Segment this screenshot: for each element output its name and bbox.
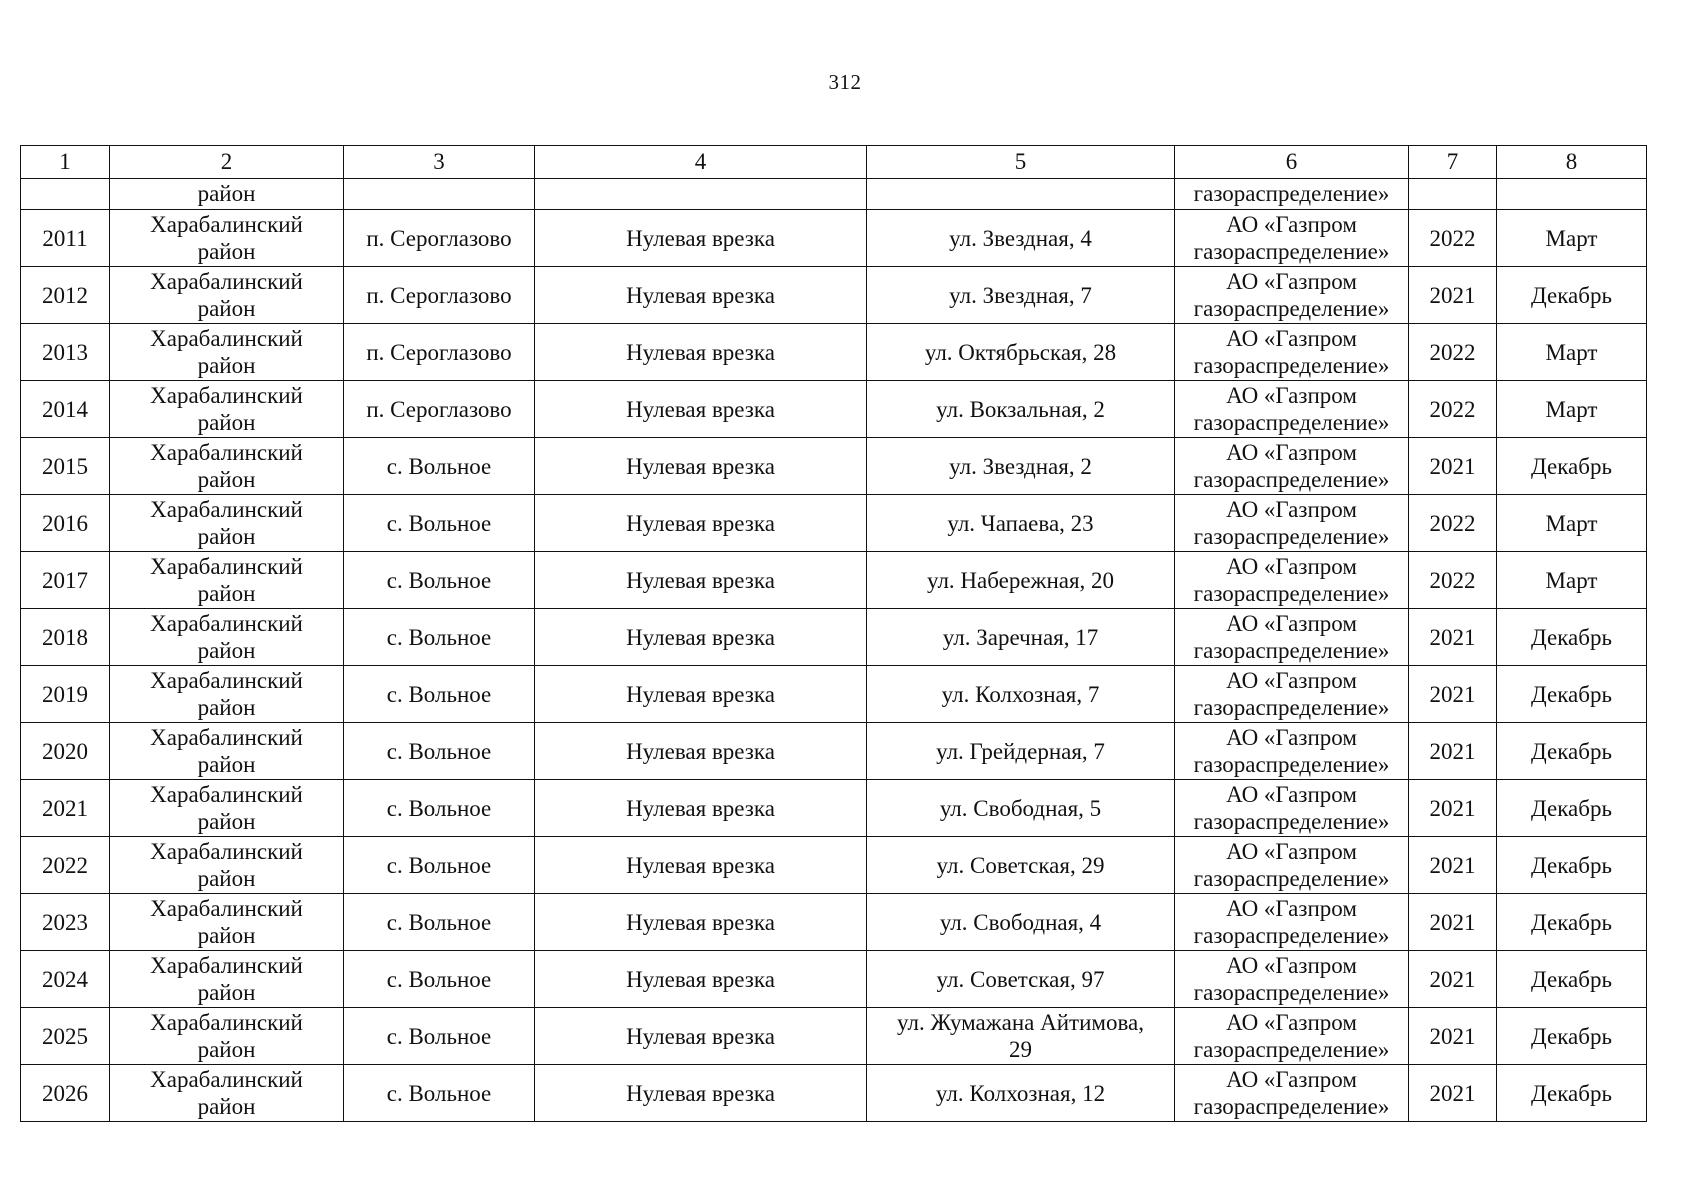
table-row [21,837,1647,894]
address-line: ул. Звездная, 2 [949,453,1092,479]
address-line: ул. Заречная, 17 [942,624,1099,650]
cell-num [21,179,110,210]
operator-line: газораспределение» [1193,353,1390,378]
operator-line: газораспределение» [1193,239,1390,264]
cell-address [867,438,1175,495]
cell-num: 2026 [21,1065,110,1122]
cell-year: 2021 [1409,666,1497,723]
district-line: район [197,1037,256,1062]
district-line: район [197,239,256,264]
cell-settlement: с. Вольное [344,723,535,780]
operator-line: АО «Газпром [1226,554,1357,579]
page-number: 312 [828,70,862,94]
cell-address [867,723,1175,780]
cell-operator [1175,1008,1409,1065]
cell-year: 2022 [1409,324,1497,381]
operator-line: АО «Газпром [1226,269,1357,294]
operator-line: газораспределение» [1193,410,1390,435]
district-line: район [197,695,256,720]
operator-line: АО «Газпром [1226,668,1357,693]
cell-work: Нулевая врезка [535,666,867,723]
cell-district [110,780,344,837]
cell-operator [1175,666,1409,723]
cell-settlement [344,179,535,210]
cell-month: Декабрь [1497,1065,1647,1122]
cell-work: Нулевая врезка [535,267,867,324]
district-line: Харабалинский [150,1067,303,1092]
column-header: 8 [1497,146,1647,179]
column-header: 5 [867,146,1175,179]
cell-settlement: п. Сероглазово [344,267,535,324]
cell-work: Нулевая врезка [535,495,867,552]
cell-work: Нулевая врезка [535,210,867,267]
cell-operator [1175,495,1409,552]
cell-work [535,179,867,210]
address-line: ул. Советская, 97 [936,966,1105,992]
cell-operator [1175,381,1409,438]
table-row [21,552,1647,609]
cell-address [867,210,1175,267]
address-line: ул. Звездная, 4 [949,225,1092,251]
column-header: 6 [1175,146,1409,179]
cell-num: 2016 [21,495,110,552]
district-line: район [197,410,256,435]
table-row [21,438,1647,495]
district-line: Харабалинский [150,212,303,237]
cell-work: Нулевая врезка [535,381,867,438]
address-line: ул. Грейдерная, 7 [936,738,1105,764]
cell-work: Нулевая врезка [535,780,867,837]
district-line: Харабалинский [150,1010,303,1035]
cell-settlement: с. Вольное [344,1008,535,1065]
cell-month: Декабрь [1497,609,1647,666]
operator-line: газораспределение» [1193,1037,1390,1062]
cell-num: 2025 [21,1008,110,1065]
cell-settlement: с. Вольное [344,438,535,495]
cell-settlement: с. Вольное [344,666,535,723]
cell-num: 2015 [21,438,110,495]
cell-work: Нулевая врезка [535,438,867,495]
cell-district [110,381,344,438]
cell-address [867,324,1175,381]
address-line: ул. Свободная, 5 [939,795,1102,821]
column-header: 4 [535,146,867,179]
column-number-row [21,146,1647,179]
table-row [21,381,1647,438]
table-row [21,495,1647,552]
cell-month: Декабрь [1497,951,1647,1008]
district-line: район [197,581,256,606]
cell-operator [1175,837,1409,894]
cell-district: район [110,179,344,210]
district-line: район [197,638,256,663]
column-header: 3 [344,146,535,179]
cell-num: 2017 [21,552,110,609]
cell-district [110,324,344,381]
operator-line: газораспределение» [1193,752,1390,777]
cell-operator [1175,723,1409,780]
district-line: Харабалинский [150,839,303,864]
operator-line: АО «Газпром [1226,1010,1357,1035]
cell-operator [1175,267,1409,324]
cell-operator [1175,780,1409,837]
table-row [21,894,1647,951]
cell-address [867,179,1175,210]
district-line: район [197,923,256,948]
continued-row [21,179,1647,210]
cell-settlement: п. Сероглазово [344,381,535,438]
district-line: район [197,980,256,1005]
district-line: район [197,752,256,777]
table-row [21,1065,1647,1122]
cell-work: Нулевая врезка [535,609,867,666]
gasification-table [20,145,1647,1122]
cell-month: Декабрь [1497,894,1647,951]
cell-address [867,609,1175,666]
operator-line: газораспределение» [1193,1094,1390,1119]
cell-num: 2023 [21,894,110,951]
cell-address [867,894,1175,951]
cell-year: 2021 [1409,438,1497,495]
cell-operator [1175,951,1409,1008]
cell-year: 2021 [1409,723,1497,780]
cell-year: 2021 [1409,837,1497,894]
district-line: Харабалинский [150,668,303,693]
cell-operator [1175,1065,1409,1122]
operator-line: АО «Газпром [1226,497,1357,522]
table-row [21,609,1647,666]
cell-district [110,894,344,951]
cell-operator [1175,609,1409,666]
cell-work: Нулевая врезка [535,723,867,780]
operator-line: АО «Газпром [1226,326,1357,351]
cell-num: 2018 [21,609,110,666]
cell-month: Декабрь [1497,837,1647,894]
address-line: ул. Жумажана Айтимова, [897,1010,1144,1035]
district-line: Харабалинский [150,896,303,921]
operator-line: АО «Газпром [1226,212,1357,237]
cell-num: 2019 [21,666,110,723]
district-line: район [197,524,256,549]
operator-line: АО «Газпром [1226,839,1357,864]
cell-settlement: с. Вольное [344,894,535,951]
column-header: 7 [1409,146,1497,179]
address-line: ул. Колхозная, 12 [935,1080,1106,1106]
cell-month: Март [1497,210,1647,267]
operator-line: АО «Газпром [1226,896,1357,921]
cell-address [867,780,1175,837]
cell-operator [1175,324,1409,381]
cell-num: 2022 [21,837,110,894]
cell-address [867,1008,1175,1065]
cell-operator: газораспределение» [1175,179,1409,210]
district-line: Харабалинский [150,440,303,465]
cell-num: 2011 [21,210,110,267]
district-line: Харабалинский [150,611,303,636]
operator-line: АО «Газпром [1226,782,1357,807]
cell-district [110,438,344,495]
cell-work: Нулевая врезка [535,1065,867,1122]
cell-month: Март [1497,495,1647,552]
cell-month [1497,179,1647,210]
cell-district [110,210,344,267]
column-header: 2 [110,146,344,179]
column-header: 1 [21,146,110,179]
table-row [21,951,1647,1008]
operator-line: газораспределение» [1193,581,1390,606]
address-line: ул. Звездная, 7 [949,282,1092,308]
cell-work: Нулевая врезка [535,552,867,609]
district-line: район [197,353,256,378]
cell-work: Нулевая врезка [535,324,867,381]
district-line: Харабалинский [150,497,303,522]
operator-line: АО «Газпром [1226,953,1357,978]
cell-district [110,837,344,894]
cell-num: 2012 [21,267,110,324]
address-line: ул. Свободная, 4 [939,909,1102,935]
cell-year: 2021 [1409,1008,1497,1065]
cell-num: 2020 [21,723,110,780]
cell-settlement: с. Вольное [344,495,535,552]
cell-year: 2022 [1409,381,1497,438]
cell-num: 2014 [21,381,110,438]
cell-year [1409,179,1497,210]
cell-address [867,666,1175,723]
address-line: ул. Октябрьская, 28 [924,339,1117,365]
cell-settlement: п. Сероглазово [344,324,535,381]
cell-address [867,381,1175,438]
cell-work: Нулевая врезка [535,894,867,951]
table-row [21,324,1647,381]
district-line: Харабалинский [150,269,303,294]
cell-settlement: п. Сероглазово [344,210,535,267]
operator-line: газораспределение» [1193,524,1390,549]
address-line: ул. Набережная, 20 [926,567,1115,593]
cell-month: Март [1497,381,1647,438]
cell-settlement: с. Вольное [344,780,535,837]
cell-address [867,1065,1175,1122]
cell-month: Декабрь [1497,780,1647,837]
district-line: район [197,296,256,321]
table-row [21,210,1647,267]
operator-line: газораспределение» [1193,923,1390,948]
table-row [21,780,1647,837]
cell-operator [1175,210,1409,267]
operator-line: АО «Газпром [1226,611,1357,636]
district-line: район [197,866,256,891]
table-row [21,666,1647,723]
cell-year: 2022 [1409,495,1497,552]
operator-line: АО «Газпром [1226,725,1357,750]
table-row [21,267,1647,324]
cell-operator [1175,552,1409,609]
cell-district [110,1008,344,1065]
cell-work: Нулевая врезка [535,837,867,894]
operator-line: газораспределение» [1193,809,1390,834]
operator-line: АО «Газпром [1226,383,1357,408]
district-line: Харабалинский [150,725,303,750]
cell-month: Декабрь [1497,267,1647,324]
cell-settlement: с. Вольное [344,552,535,609]
district-line: район [197,1094,256,1119]
district-line: Харабалинский [150,554,303,579]
table-body [21,146,1647,1122]
cell-year: 2022 [1409,210,1497,267]
cell-district [110,495,344,552]
address-line: ул. Колхозная, 7 [941,681,1100,707]
cell-year: 2021 [1409,609,1497,666]
table-row [21,1008,1647,1065]
cell-settlement: с. Вольное [344,1065,535,1122]
table-row [21,723,1647,780]
cell-settlement: с. Вольное [344,837,535,894]
cell-year: 2021 [1409,951,1497,1008]
district-line: Харабалинский [150,953,303,978]
address-line: ул. Советская, 29 [936,852,1105,878]
operator-line: АО «Газпром [1226,440,1357,465]
district-line: район [197,809,256,834]
district-line: Харабалинский [150,326,303,351]
cell-settlement: с. Вольное [344,609,535,666]
cell-address [867,495,1175,552]
cell-district [110,267,344,324]
cell-address [867,837,1175,894]
district-line: Харабалинский [150,383,303,408]
cell-address [867,552,1175,609]
operator-line: газораспределение» [1193,296,1390,321]
cell-district [110,552,344,609]
cell-year: 2021 [1409,894,1497,951]
cell-num: 2024 [21,951,110,1008]
cell-operator [1175,438,1409,495]
address-line: ул. Чапаева, 23 [947,510,1094,536]
cell-month: Декабрь [1497,666,1647,723]
cell-operator [1175,894,1409,951]
operator-line: АО «Газпром [1226,1067,1357,1092]
cell-year: 2021 [1409,267,1497,324]
cell-month: Март [1497,324,1647,381]
cell-month: Март [1497,552,1647,609]
cell-num: 2013 [21,324,110,381]
cell-year: 2022 [1409,552,1497,609]
cell-settlement: с. Вольное [344,951,535,1008]
operator-line: газораспределение» [1193,467,1390,492]
cell-district [110,666,344,723]
cell-district [110,1065,344,1122]
district-line: район [197,467,256,492]
cell-address [867,951,1175,1008]
cell-num: 2021 [21,780,110,837]
cell-month: Декабрь [1497,438,1647,495]
operator-line: газораспределение» [1193,866,1390,891]
address-line: ул. Вокзальная, 2 [936,396,1105,422]
cell-month: Декабрь [1497,1008,1647,1065]
cell-district [110,723,344,780]
cell-year: 2021 [1409,780,1497,837]
address-line: 29 [1009,1037,1032,1062]
cell-work: Нулевая врезка [535,951,867,1008]
operator-line: газораспределение» [1193,638,1390,663]
cell-year: 2021 [1409,1065,1497,1122]
cell-district [110,609,344,666]
district-line: Харабалинский [150,782,303,807]
operator-line: газораспределение» [1193,980,1390,1005]
cell-work: Нулевая врезка [535,1008,867,1065]
cell-month: Декабрь [1497,723,1647,780]
operator-line: газораспределение» [1193,695,1390,720]
cell-district [110,951,344,1008]
cell-address [867,267,1175,324]
